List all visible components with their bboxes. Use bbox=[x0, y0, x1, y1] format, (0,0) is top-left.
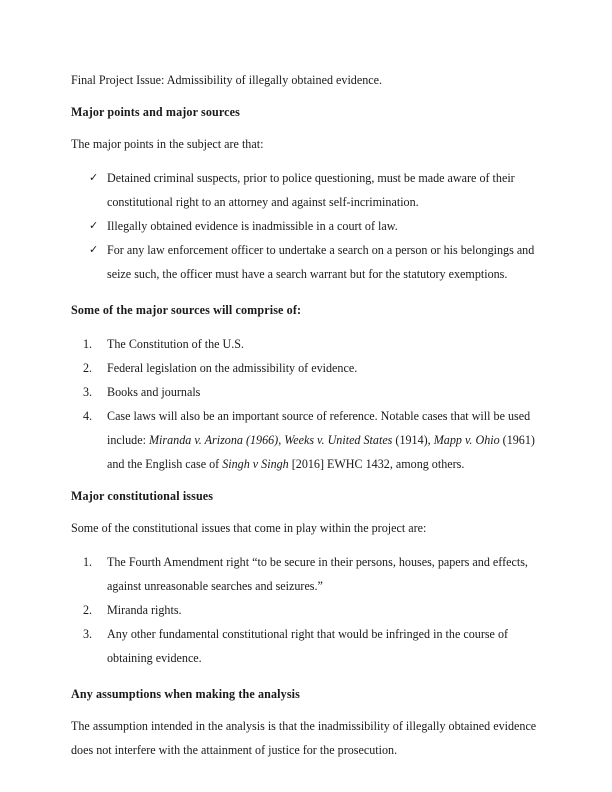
spacer bbox=[71, 156, 541, 166]
heading-assumptions: Any assumptions when making the analysis bbox=[71, 687, 300, 701]
spacer bbox=[71, 476, 541, 484]
heading-major-points-and-sources: Major points and major sources bbox=[71, 105, 240, 119]
list-item bbox=[71, 332, 541, 356]
check-mark-icon: ✓ bbox=[89, 243, 99, 256]
case-separator: , bbox=[278, 433, 285, 447]
heading-major-constitutional-issues: Major constitutional issues bbox=[71, 489, 214, 503]
document-body bbox=[71, 68, 541, 762]
major-sources-list bbox=[71, 332, 541, 476]
major-points-list bbox=[71, 166, 541, 286]
list-marker bbox=[83, 404, 101, 428]
heading-major-sources: Some of the major sources will comprise of: bbox=[71, 303, 302, 317]
list-item bbox=[71, 166, 541, 214]
spacer bbox=[71, 286, 541, 298]
case-laws-intro: Case laws will also be an important source of reference. Notable cases that will be used include: bbox=[107, 409, 531, 447]
constitutional-issues-list bbox=[71, 550, 541, 670]
list-item-text: The Constitution of the U.S. bbox=[107, 337, 245, 351]
list-item-text: Any other fundamental constitutional right that would be infringed in the course of obtaining evidence. bbox=[107, 627, 509, 665]
case-citation-weeks: Weeks v. United States bbox=[284, 433, 393, 447]
lead-major-points: The major points in the subject are that: bbox=[71, 137, 264, 151]
spacer bbox=[71, 670, 541, 682]
list-item bbox=[71, 598, 541, 622]
spacer bbox=[71, 124, 541, 132]
list-marker bbox=[83, 550, 101, 574]
lead-constitutional-issues: Some of the constitutional issues that come in play within the project are: bbox=[71, 521, 427, 535]
list-marker bbox=[83, 332, 101, 356]
spacer bbox=[71, 322, 541, 332]
case-citation-mapp: Mapp v. Ohio bbox=[433, 433, 500, 447]
list-item-text: Illegally obtained evidence is inadmissible in a court of law. bbox=[107, 219, 398, 233]
intro-line: Final Project Issue: Admissibility of illegally obtained evidence. bbox=[71, 73, 383, 87]
list-marker bbox=[83, 380, 101, 404]
list-item bbox=[71, 550, 541, 598]
list-item bbox=[71, 380, 541, 404]
case-year-weeks: (1914), bbox=[392, 433, 434, 447]
case-citation-miranda: Miranda v. Arizona (1966) bbox=[148, 433, 279, 447]
list-marker bbox=[83, 598, 101, 622]
list-item-text: Miranda rights. bbox=[107, 603, 182, 617]
list-marker bbox=[83, 622, 101, 646]
list-marker bbox=[83, 356, 101, 380]
list-item bbox=[71, 214, 541, 238]
case-laws-text bbox=[107, 409, 535, 471]
assumptions-paragraph: The assumption intended in the analysis is that the inadmissibility of illegally obtained evidence does not interfere with the attainment of justice for the prosecution. bbox=[71, 719, 537, 757]
list-item-text: Federal legislation on the admissibility of evidence. bbox=[107, 361, 358, 375]
list-item bbox=[71, 356, 541, 380]
list-item-text: The Fourth Amendment right “to be secure in their persons, houses, papers and effects, against unreasonable searches and seizures.” bbox=[107, 555, 528, 593]
list-item bbox=[71, 238, 541, 286]
list-item bbox=[71, 622, 541, 670]
spacer bbox=[71, 540, 541, 550]
list-item-text: Books and journals bbox=[107, 385, 201, 399]
check-mark-icon: ✓ bbox=[89, 171, 99, 184]
case-laws-outro: [2016] EWHC 1432, among others. bbox=[288, 457, 465, 471]
spacer bbox=[71, 706, 541, 714]
check-mark-icon: ✓ bbox=[89, 219, 99, 232]
list-item-text: For any law enforcement officer to undertake a search on a person or his belongings and seize such, the officer must have a search warrant but for the statutory exemptions. bbox=[107, 243, 535, 281]
spacer bbox=[71, 92, 541, 100]
case-citation-singh: Singh v Singh bbox=[222, 457, 289, 471]
list-item-text: Detained criminal suspects, prior to police questioning, must be made aware of their constitutional right to an attorney and against self-incrimination. bbox=[107, 171, 515, 209]
case-year-mapp: (1961) and the English case of bbox=[107, 433, 535, 471]
spacer bbox=[71, 508, 541, 516]
list-item-case-laws bbox=[71, 404, 541, 476]
